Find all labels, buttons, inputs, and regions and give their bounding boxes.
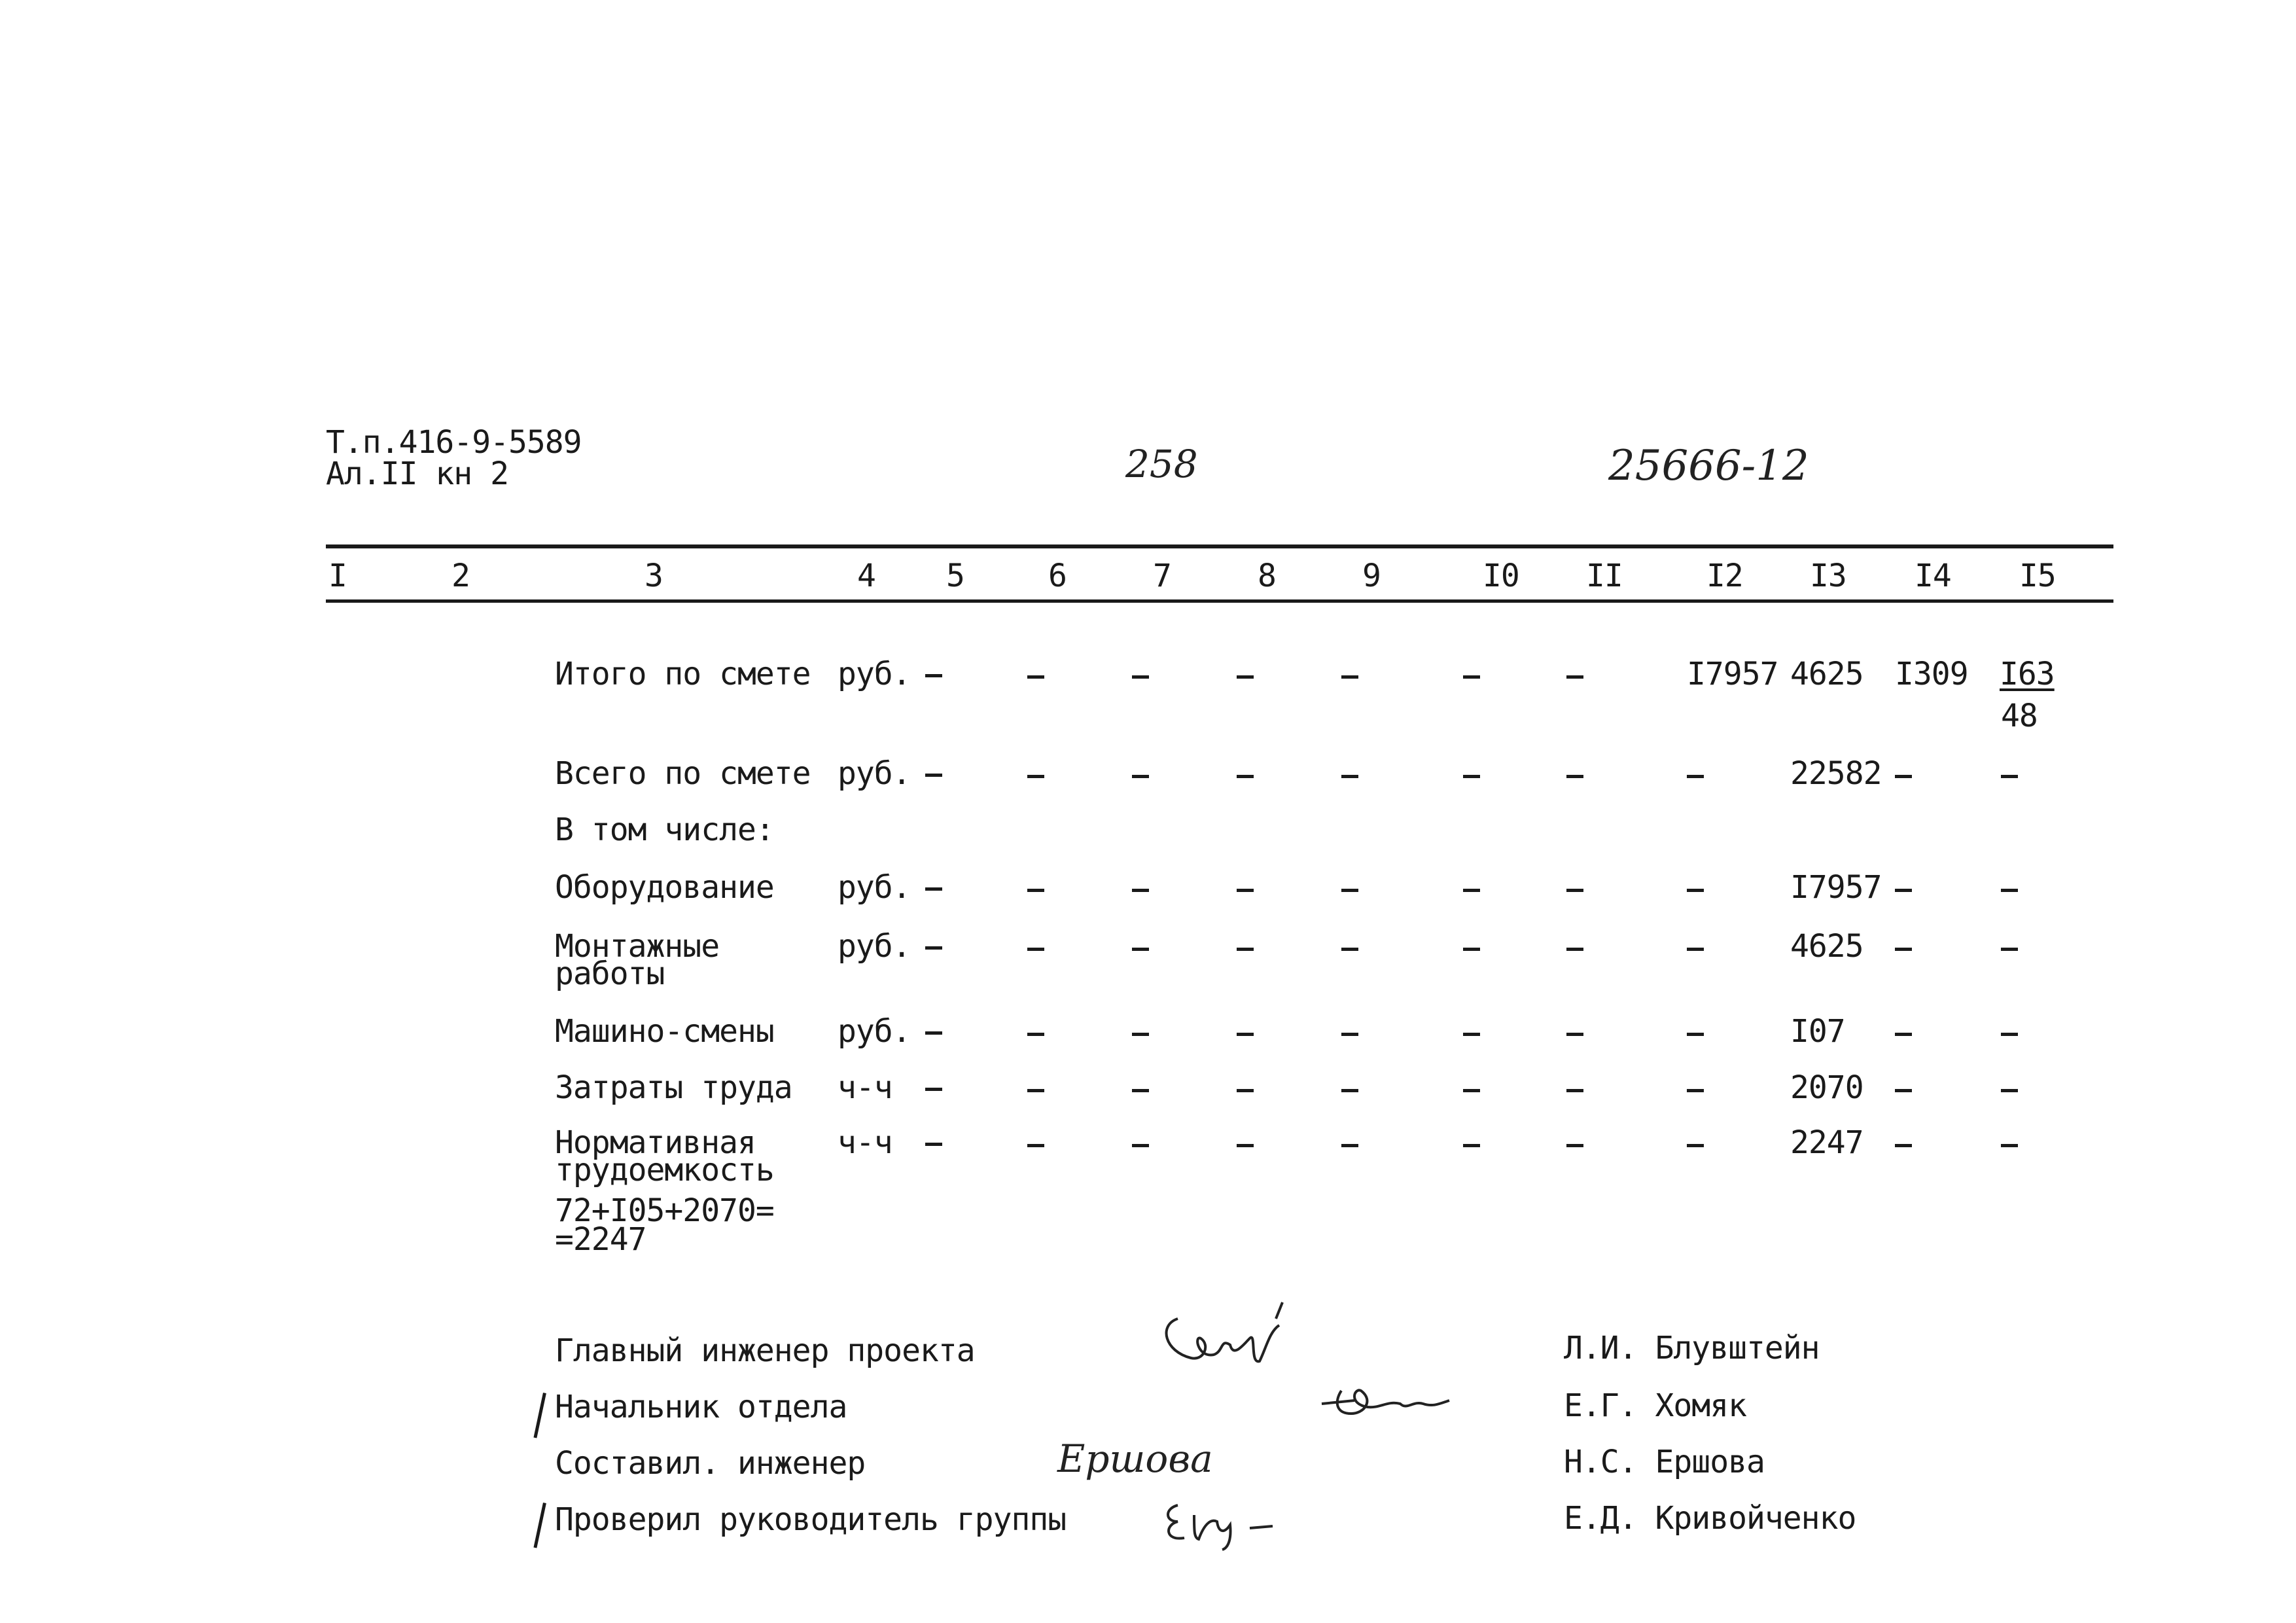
empty-cell-dash: [1027, 775, 1044, 778]
column-header: I: [328, 558, 347, 594]
empty-cell-dash: [1132, 775, 1149, 778]
empty-cell-dash: [1895, 889, 1912, 892]
empty-cell-dash: [1687, 775, 1704, 778]
signature-role: Начальник отдела: [555, 1389, 847, 1425]
column-header: 9: [1362, 558, 1381, 594]
empty-cell-dash: [1895, 1144, 1912, 1147]
row-label-line1: Монтажные: [555, 928, 720, 965]
row-unit: ч-ч: [838, 1069, 892, 1106]
column-header: II: [1586, 558, 1623, 594]
column-header: I4: [1915, 558, 1951, 594]
empty-cell-dash: [1132, 1144, 1149, 1147]
empty-cell-dash: [1895, 775, 1912, 778]
empty-cell-dash: [1687, 1144, 1704, 1147]
margin-mark: [533, 1393, 546, 1438]
empty-cell-dash: [1132, 1033, 1149, 1036]
empty-cell-dash: [1341, 775, 1358, 778]
row-label: Всего по смете: [555, 755, 811, 792]
column-header: I5: [2019, 558, 2056, 594]
column-header: I0: [1483, 558, 1519, 594]
row-unit: руб.: [838, 928, 911, 965]
cell-col15-numerator: I63: [2000, 656, 2055, 692]
empty-cell-dash: [1463, 775, 1480, 778]
empty-cell-dash: [1566, 948, 1583, 951]
column-header: 2: [451, 558, 470, 594]
empty-cell-dash: [1237, 1144, 1254, 1147]
empty-cell-dash: [1463, 1144, 1480, 1147]
empty-cell-dash: [1341, 1089, 1358, 1092]
empty-cell-dash: [1895, 1033, 1912, 1036]
empty-cell-dash: [1132, 889, 1149, 892]
empty-cell-dash: [2001, 1089, 2018, 1092]
cell-col13: 2070: [1790, 1069, 1863, 1106]
cell-col13: 22582: [1790, 755, 1882, 792]
empty-cell-dash: [1566, 675, 1583, 679]
cell-col13: I07: [1790, 1013, 1845, 1050]
empty-cell-dash: [1341, 948, 1358, 951]
empty-cell-dash: [1132, 675, 1149, 679]
empty-cell-dash: [925, 774, 942, 777]
column-header: 3: [645, 558, 663, 594]
empty-cell-dash: [1463, 889, 1480, 892]
cell-col12: I7957: [1687, 656, 1778, 692]
row-unit: руб.: [838, 1013, 911, 1050]
cell-col15-denominator: 48: [2001, 698, 2038, 734]
empty-cell-dash: [1237, 889, 1254, 892]
empty-cell-dash: [1027, 1033, 1044, 1036]
empty-cell-dash: [1566, 1144, 1583, 1147]
empty-cell-dash: [925, 1143, 942, 1146]
signature-name: Н.С. Ершова: [1564, 1444, 1765, 1480]
row-label: Машино-смены: [555, 1013, 774, 1050]
empty-cell-dash: [1237, 1033, 1254, 1036]
empty-cell-dash: [2001, 1033, 2018, 1036]
empty-cell-dash: [1132, 1089, 1149, 1092]
handwritten-signature: [1315, 1374, 1466, 1427]
row-unit: ч-ч: [838, 1124, 892, 1161]
handwritten-signature: [1152, 1299, 1296, 1378]
empty-cell-dash: [1341, 1144, 1358, 1147]
row-label-line2: работы: [555, 955, 665, 992]
empty-cell-dash: [1341, 675, 1358, 679]
table-top-rule: [326, 544, 2113, 548]
row-label: Оборудование: [555, 869, 774, 906]
signature-role: Проверил руководитель группы: [555, 1501, 1067, 1538]
empty-cell-dash: [1687, 948, 1704, 951]
empty-cell-dash: [1027, 948, 1044, 951]
column-header: 8: [1258, 558, 1276, 594]
signature-name: Е.Д. Кривойченко: [1564, 1500, 1856, 1537]
empty-cell-dash: [925, 1088, 942, 1091]
empty-cell-dash: [1463, 1033, 1480, 1036]
empty-cell-dash: [1463, 948, 1480, 951]
signature-name: Л.И. Блувштейн: [1564, 1330, 1820, 1366]
row-unit: руб.: [838, 869, 911, 906]
signature-role: Составил. инженер: [555, 1445, 866, 1482]
page-number: 258: [1125, 442, 1198, 486]
column-header: 7: [1153, 558, 1171, 594]
formula-line2: =2247: [555, 1221, 646, 1258]
row-label-line2: трудоемкость: [555, 1152, 774, 1188]
cell-col13: 2247: [1790, 1124, 1863, 1161]
table-header-rule: [326, 599, 2113, 603]
empty-cell-dash: [1237, 775, 1254, 778]
empty-cell-dash: [1237, 1089, 1254, 1092]
column-header: 5: [946, 558, 964, 594]
column-header: I3: [1810, 558, 1846, 594]
row-label: Итого по смете: [555, 656, 811, 692]
cell-col13: I7957: [1790, 869, 1882, 906]
handwritten-signature: [1158, 1492, 1302, 1551]
handwritten-signature: Ершова: [1057, 1436, 1213, 1481]
empty-cell-dash: [925, 946, 942, 950]
column-header: 6: [1048, 558, 1067, 594]
column-header: 4: [857, 558, 875, 594]
empty-cell-dash: [2001, 1144, 2018, 1147]
document-number: 25666-12: [1608, 442, 1809, 490]
row-label: В том числе:: [555, 812, 774, 848]
empty-cell-dash: [2001, 889, 2018, 892]
row-unit: руб.: [838, 755, 911, 792]
empty-cell-dash: [1027, 889, 1044, 892]
reference-line-2: Ал.II кн 2: [326, 455, 508, 492]
empty-cell-dash: [2001, 948, 2018, 951]
empty-cell-dash: [1341, 889, 1358, 892]
empty-cell-dash: [1566, 775, 1583, 778]
signature-name: Е.Г. Хомяк: [1564, 1387, 1746, 1424]
empty-cell-dash: [2001, 775, 2018, 778]
empty-cell-dash: [1895, 948, 1912, 951]
reference-line-1: Т.п.416-9-5589: [326, 424, 582, 461]
cell-col14: I309: [1895, 656, 1968, 692]
empty-cell-dash: [1687, 1033, 1704, 1036]
row-unit: руб.: [838, 656, 911, 692]
empty-cell-dash: [925, 674, 942, 677]
row-label-line1: Нормативная: [555, 1124, 756, 1161]
empty-cell-dash: [1566, 1089, 1583, 1092]
empty-cell-dash: [1687, 889, 1704, 892]
empty-cell-dash: [1463, 675, 1480, 679]
empty-cell-dash: [1237, 948, 1254, 951]
empty-cell-dash: [1566, 889, 1583, 892]
empty-cell-dash: [1237, 675, 1254, 679]
empty-cell-dash: [1027, 675, 1044, 679]
row-label: Затраты труда: [555, 1069, 792, 1106]
empty-cell-dash: [1687, 1089, 1704, 1092]
cell-col13: 4625: [1790, 928, 1863, 965]
empty-cell-dash: [1341, 1033, 1358, 1036]
column-header: I2: [1706, 558, 1743, 594]
empty-cell-dash: [1132, 948, 1149, 951]
signature-role: Главный инженер проекта: [555, 1332, 975, 1369]
empty-cell-dash: [925, 1031, 942, 1035]
cell-col13: 4625: [1790, 656, 1863, 692]
empty-cell-dash: [1463, 1089, 1480, 1092]
empty-cell-dash: [925, 887, 942, 891]
empty-cell-dash: [1027, 1089, 1044, 1092]
margin-mark: [533, 1503, 546, 1548]
empty-cell-dash: [1895, 1089, 1912, 1092]
formula-line1: 72+I05+2070=: [555, 1192, 774, 1229]
empty-cell-dash: [1027, 1144, 1044, 1147]
empty-cell-dash: [1566, 1033, 1583, 1036]
